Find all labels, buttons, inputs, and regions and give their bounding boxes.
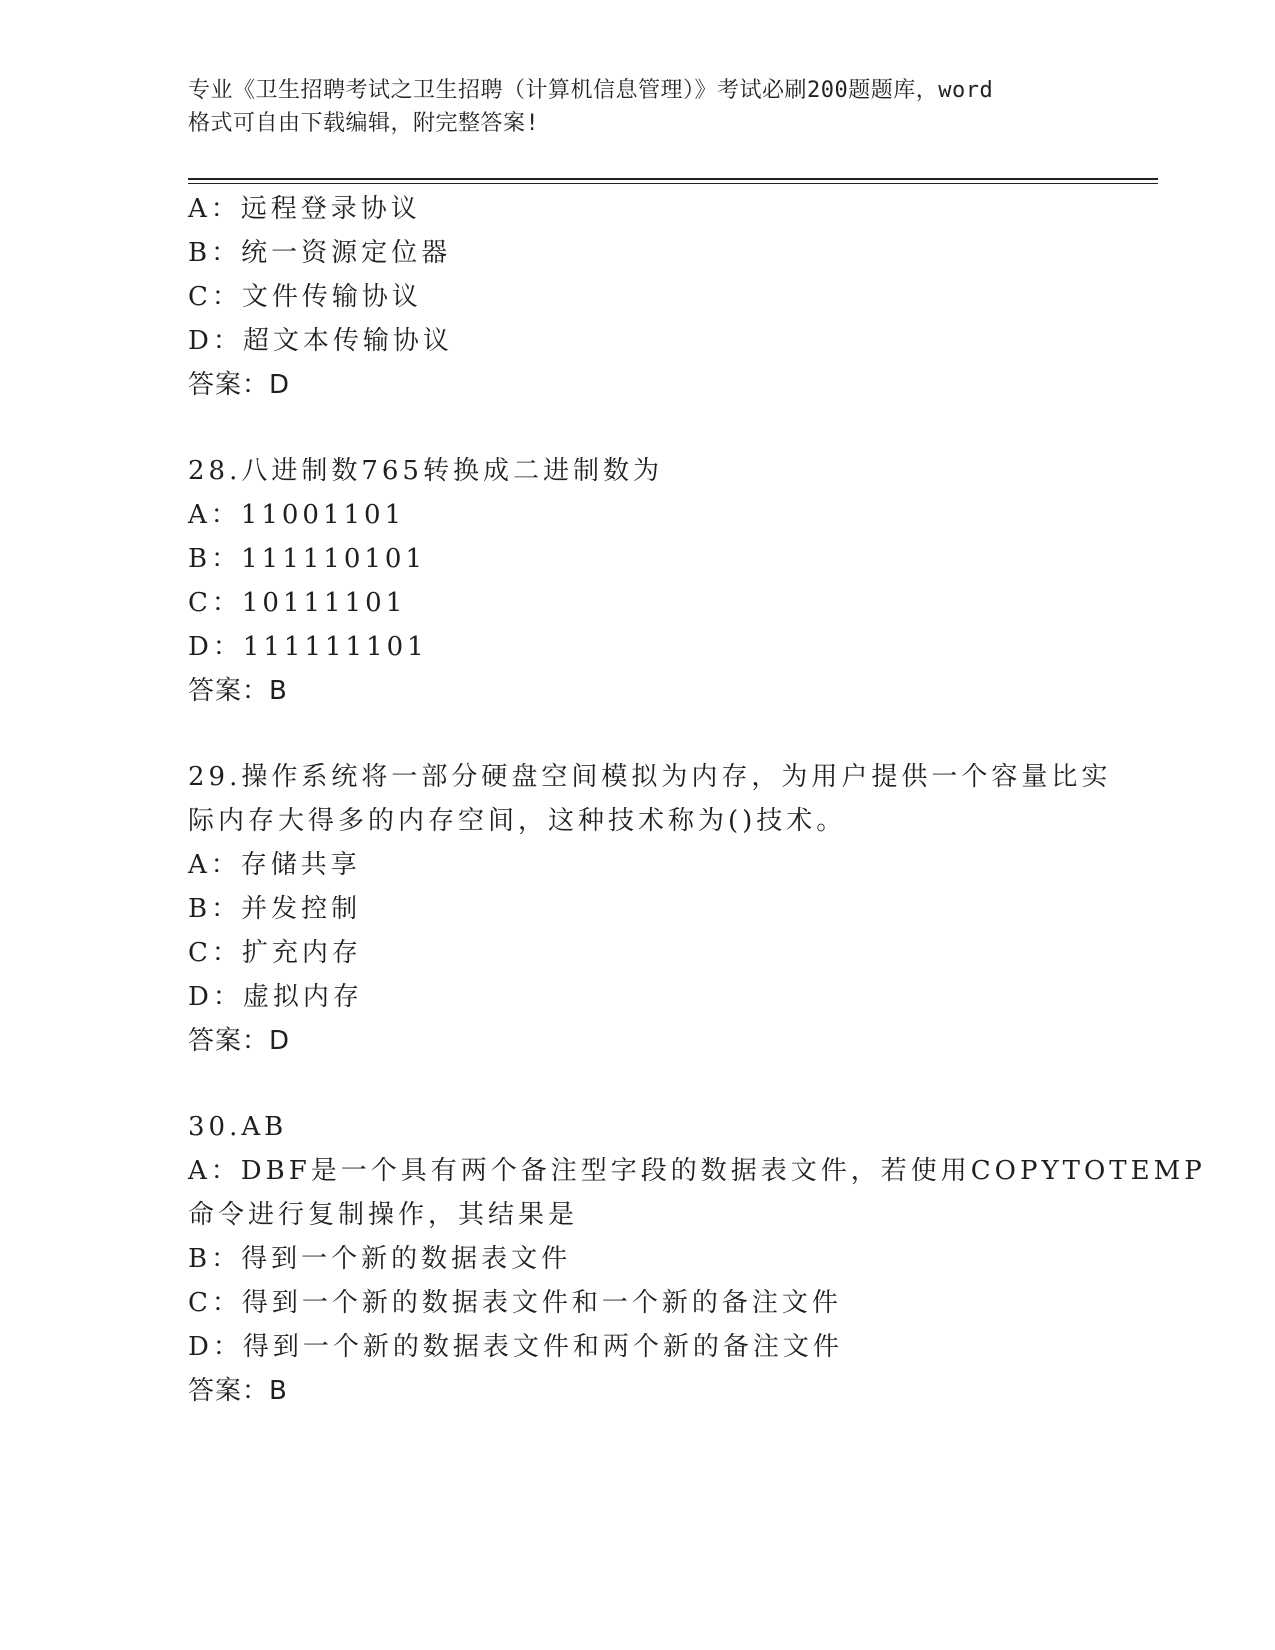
q29-stem-line-1: 29.操作系统将一部分硬盘空间模拟为内存，为用户提供一个容量比实 — [188, 762, 1112, 792]
q27-option-c: C：文件传输协议 — [188, 282, 422, 312]
q29-option-a: A：存储共享 — [188, 850, 361, 880]
q29-stem-line-2: 际内存大得多的内存空间，这种技术称为()技术。 — [188, 806, 847, 836]
q27-option-d: D：超文本传输协议 — [188, 326, 453, 356]
q30-stem: 30.AB — [188, 1112, 288, 1142]
q27-answer: 答案：D — [188, 370, 291, 400]
q30-option-a-line-1: A：DBF是一个具有两个备注型字段的数据表文件，若使用COPYTOTEMP — [188, 1156, 1206, 1186]
header-divider-thin — [188, 183, 1158, 184]
q29-option-d: D：虚拟内存 — [188, 982, 363, 1012]
q29-answer: 答案：D — [188, 1026, 291, 1056]
q30-answer: 答案：B — [188, 1376, 288, 1406]
q28-option-b: B：111110101 — [188, 544, 426, 574]
q30-option-c: C：得到一个新的数据表文件和一个新的备注文件 — [188, 1288, 842, 1318]
q28-stem: 28.八进制数765转换成二进制数为 — [188, 456, 663, 486]
q30-option-a-line-2: 命令进行复制操作，其结果是 — [188, 1200, 579, 1230]
q28-option-a: A：11001101 — [188, 500, 406, 530]
q27-option-a: A：远程登录协议 — [188, 194, 421, 224]
q27-option-b: B：统一资源定位器 — [188, 238, 452, 268]
header-divider-thick — [188, 178, 1158, 180]
q29-option-b: B：并发控制 — [188, 894, 362, 924]
header-title-line-1: 专业《卫生招聘考试之卫生招聘（计算机信息管理）》考试必刷200题题库，word — [188, 78, 994, 103]
q29-option-c: C：扩充内存 — [188, 938, 362, 968]
header-title-line-2: 格式可自由下载编辑，附完整答案! — [188, 111, 540, 136]
q28-option-d: D：111111101 — [188, 632, 428, 662]
q30-option-d: D：得到一个新的数据表文件和两个新的备注文件 — [188, 1332, 843, 1362]
document-header — [188, 74, 1088, 140]
q28-option-c: C：10111101 — [188, 588, 407, 618]
q28-answer: 答案：B — [188, 676, 288, 706]
q30-option-b: B：得到一个新的数据表文件 — [188, 1244, 572, 1274]
